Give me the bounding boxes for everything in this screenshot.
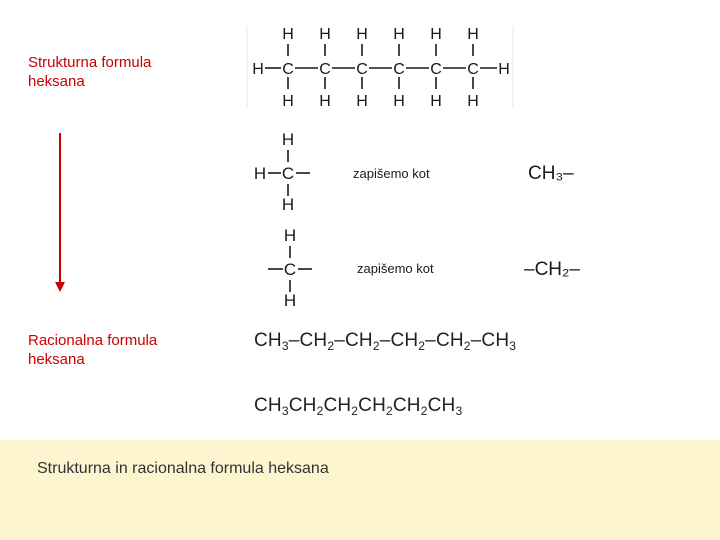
formula-group: $CH_2$ [358, 395, 393, 418]
methyl-group-result: CH₃– [528, 163, 574, 184]
hydrogen-top-row [282, 26, 479, 43]
svg-text:H: H [393, 26, 405, 43]
svg-text:H: H [467, 26, 479, 43]
methyl-left-hydrogen: H [253, 164, 267, 183]
hydrogen-bottom-row [282, 93, 479, 110]
svg-text:H: H [319, 26, 331, 43]
formula-group: $CH_3$ [254, 395, 289, 418]
formula-group: $-CH_2$ [334, 330, 380, 353]
caption-text: Strukturna in racionalna formula heksana [37, 460, 329, 477]
methyl-conversion-row [248, 128, 588, 216]
structural-label-line2: heksana [28, 73, 85, 90]
formula-group: $CH_3$ [427, 395, 463, 418]
methylene-carbon: C [283, 260, 297, 279]
methylene-conversion-row [248, 222, 588, 312]
direction-arrow [50, 128, 70, 298]
hydrogen-left: H [252, 61, 264, 78]
rational-label-line2: heksana [28, 351, 85, 368]
formula-group: $CH_2$ [392, 395, 428, 418]
svg-text:H: H [282, 26, 294, 43]
hexane-structural-formula [244, 22, 519, 112]
methylene-bottom-hydrogen: H [283, 291, 297, 310]
rational-label-line1: Racionalna formula [28, 332, 158, 349]
hexane-rational-formula-condensed [254, 395, 462, 418]
formula-group: $-CH_2$ [425, 330, 471, 353]
rational-formula-label [28, 331, 157, 369]
svg-text:C: C [319, 61, 331, 78]
svg-text:H: H [393, 93, 405, 110]
caption-footer [0, 440, 720, 540]
svg-text:H: H [282, 93, 294, 110]
svg-text:H: H [430, 26, 442, 43]
svg-text:H: H [356, 93, 368, 110]
svg-text:C: C [356, 61, 368, 78]
methyl-carbon: C [281, 164, 295, 183]
bonds [265, 44, 497, 89]
structural-label-line1: Strukturna formula [28, 54, 152, 71]
svg-text:C: C [430, 61, 442, 78]
svg-text:C: C [393, 61, 405, 78]
methylene-top-hydrogen: H [283, 226, 297, 245]
hexane-rational-formula-dashed [254, 330, 516, 353]
methyl-top-hydrogen: H [281, 130, 295, 149]
hydrogen-right: H [498, 61, 510, 78]
svg-text:H: H [467, 93, 479, 110]
formula-group: $-CH_3$ [470, 330, 517, 353]
methylene-group-result: –CH₂– [524, 259, 580, 280]
formula-group: $-CH_2$ [288, 330, 335, 353]
svg-text:H: H [430, 93, 442, 110]
svg-text:H: H [356, 26, 368, 43]
formula-group: $-CH_2$ [379, 330, 426, 353]
carbon-row [282, 61, 479, 78]
structural-formula-label [28, 53, 151, 91]
svg-text:C: C [282, 61, 294, 78]
formula-group: $CH_2$ [288, 395, 324, 418]
methyl-bottom-hydrogen: H [281, 195, 295, 214]
conversion-text-2: zapišemo kot [357, 261, 434, 276]
formula-group: $CH_3$ [254, 330, 289, 353]
svg-text:C: C [467, 61, 479, 78]
svg-text:H: H [319, 93, 331, 110]
formula-group: $CH_2$ [323, 395, 359, 418]
conversion-text-1: zapišemo kot [353, 166, 430, 181]
